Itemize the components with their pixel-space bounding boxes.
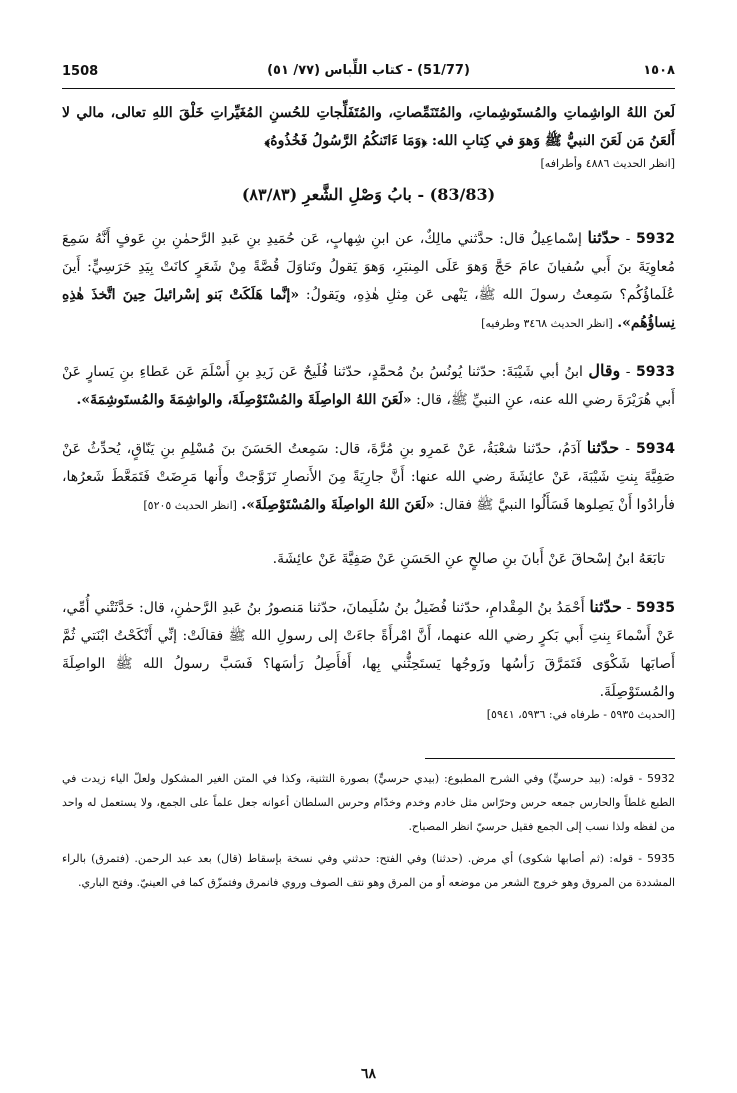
hadith-opener: حدّثنا [589,597,622,616]
footnote-text: - قوله: (بيد حرسيٍّ) وفي الشرح المطبوع: (بيدي حرسيٍّ) بصورة التثنية، وكذا في المتن الغير المشكول ولعلّ الياء زيدت في الطبع غلطاً والحارس جمعه حرس وحرّاس مثل خادم وخدم وخدّام وحرس السلطان أعوانه جعل علماً على الجمع، ولا يستعمل له واحد من لفظه ولذا نسب إلى الجمع فقيل حرسيّ انظر المصباح. [62,772,675,833]
intro-paragraph [62,99,675,155]
hadith-quote: «إنَّما هَلَكَتْ بَنو إسْرائيلَ حِينَ اتَّخذَ هٰذِهِ نِساؤُهُم». [62,287,675,331]
page [62,60,675,895]
hadith-opener: حدّثنا [586,438,620,457]
intro-line-2: مالي لا أَلعَنُ مَن لَعَنَ النبيُّ ﷺ وَهوَ في كِتابِ الله: [62,105,675,149]
hadith-5932: 5932 - حدّثنا إسْماعِيلُ قال: حدَّثني مالِكٌ، عن ابنِ شِهابٍ، عَن حُمَيدِ بنِ عَبدِ الرَّحمٰنِ بنِ عَوفٍ أَنَّهُ سَمِعَ مُعاوِيَةَ بنَ أَبي سُفيانَ عامَ حَجَّ وَهوَ عَلَى المِنبَرِ، وَهوَ يَقولُ وتَناوَلَ قُصَّةً مِنْ شَعَرٍ كانَتْ بِيَدِ حَرَسِيٍّ: أَينَ عُلَماؤُكُم؟ سَمِعتُ رسولَ الله ﷺ، يَنْهى عَن مِثلِ هٰذِهِ، ويَقولُ: «إنَّما هَلَكَتْ بَنو إسْرائيلَ حِينَ اتَّخذَ هٰذِهِ نِساؤُهُم». [انظر الحديث ٣٤٦٨ وطرفيه] [62,228,675,331]
page-number-arabic: ١٥٠٨ [643,63,675,78]
hadith-opener: حدّثنا [587,228,620,247]
footnote-number: 5935 [647,852,676,865]
hadith-5935: 5935 - حدّثنا أَحْمَدُ بنُ المِقْدامِ، حدّثنا فُضَيلُ بنُ سُلَيمانَ، حدّثنا مَنصورُ بنُ عَبدِ الرَّحمٰنِ، قال: حَدَّثَتْني أُمِّي، عَنْ أَسْماءَ بِنتِ أَبي بَكرٍ رضي الله عنهما، أَنَّ امْرأَةً جاءَتْ إلى رسولِ الله ﷺ فقالَتْ: إنِّي أَنْكَحْتُ ابْنَتي ثُمَّ أَصابَها شَكْوَى فَتَمَرَّقَ رَأسُها وزَوجُها يَستَحِثُّني بِها، أَفأَصِلُ رَأسَها؟ فَسَبَّ رسولُ الله ﷺ الواصِلَةَ والمُستَوْصِلَةَ. [62,597,675,700]
hadith-text: إسْماعِيلُ قال: حدَّثني مالِكٌ، عن ابنِ شِهابٍ، عَن حُمَيدِ بنِ عَبدِ الرَّحمٰنِ بنِ عَوفٍ أَنَّهُ سَمِعَ مُعاوِيَةَ بنَ أَبي سُفيانَ عامَ حَجَّ وَهوَ عَلَى المِنبَرِ، وَهوَ يَقولُ وتَناوَلَ قُصَّةً مِنْ شَعَرٍ كانَتْ بِيَدِ حَرَسِيٍّ: أَينَ عُلَماؤُكُم؟ سَمِعتُ رسولَ الله ﷺ، يَنْهى عَن مِثلِ هٰذِهِ، ويَقولُ: [62,231,675,303]
hadith-5934: 5934 - حدّثنا آدَمُ، حدّثنا شعْبَةُ، عَنْ عَمرِو بنِ مُرَّةَ، قال: سَمِعتُ الحَسَنَ بنَ مُسْلِمِ بنِ يَنّاقٍ، يُحدِّثُ عَنْ صَفِيَّةَ بِنتِ شَيْبَةَ، عَنْ عائِشَةَ رضي الله عنها: أَنَّ جارِيَةً مِنَ الأَنصارِ تَزَوَّجتْ وأَنها مَرِضَتْ فَتَمَعَّطَ شَعرُها، فأرادُوا أَنْ يَصِلوها فَسَأَلُوا النبيَّ ﷺ فقال: «لَعَنَ اللهُ الواصِلَةَ والمُسْتَوْصِلَةَ». [انظر الحديث ٥٢٠٥] [62,438,676,513]
hadith-number: 5934 [636,441,676,457]
hadith-quote: «لَعَنَ اللهُ الواصِلَةَ والمُسْتَوْصِلَةَ». [241,497,435,513]
chapter-title: (83/83) - بابُ وَصْلِ الشَّعرِ (٨٣/٨٣) [241,185,496,204]
footnote-5932 [62,767,675,839]
header-rule [62,88,675,89]
page-number-latin: 1508 [62,64,99,79]
tabaahu-line: تابَعَهُ ابنُ إسْحاقَ عَنْ أَبانَ بنِ صالحٍ عنِ الحَسَنِ عَنْ صَفِيَّةَ عَنْ عائِشَةَ. [272,551,665,567]
page-footer-number: ٦٨ [360,1066,377,1082]
hadith-text: آدَمُ، حدّثنا شعْبَةُ، عَنْ عَمرِو بنِ مُرَّةَ، قال: سَمِعتُ الحَسَنَ بنَ مُسْلِمِ بنِ يَنّاقٍ، يُحدِّثُ عَنْ صَفِيَّةَ بِنتِ شَيْبَةَ، عَنْ عائِشَةَ رضي الله عنها: أَنَّ جارِيَةً مِنَ الأَنصارِ تَزَوَّجتْ وأَنها مَرِضَتْ فَتَمَعَّطَ شَعرُها، فأرادُوا أَنْ يَصِلوها فَسَأَلُوا النبيَّ ﷺ فقال: [62,441,675,513]
hadith-5935-cross-reference: [الحديث ٥٩٣٥ - طرفاه في: ٥٩٣٦، ٥٩٤١] [486,708,675,721]
hadith-5933: 5933 - وقال ابنُ أبي شَيْبَةَ: حدّثنا يُونُسُ بنُ مُحمَّدٍ، حدّثنا فُلَيحٌ عَن زَيدِ بنِ أَسْلَمَ عَن عَطاءِ بنِ يَسارٍ عَنْ أَبي هُرَيْرَةَ رضي الله عنه، عنِ النبيِّ ﷺ، قال: «لَعَنَ اللهُ الواصِلَةَ والمُسْتَوْصِلَةَ، والواشِمَةَ والمُستَوشِمَةَ». [62,361,675,408]
footnote-number: 5932 [647,772,675,785]
page-header [62,60,675,86]
hadith-quote: «لَعَنَ اللهُ الواصِلَةَ والمُسْتَوْصِلَةَ، والواشِمَةَ والمُستَوشِمَةَ». [76,392,412,408]
hadith-cross-reference: [انظر الحديث ٥٢٠٥] [143,499,237,512]
hadith-text: ابنُ أبي شَيْبَةَ: حدّثنا يُونُسُ بنُ مُحمَّدٍ، حدّثنا فُلَيحٌ عَن زَيدِ بنِ أَسْلَمَ عَن عَطاءِ بنِ يَسارٍ عَنْ أَبي هُرَيْرَةَ رضي الله عنه، عنِ النبيِّ ﷺ، قال: [62,364,675,408]
footnote-5935 [62,847,675,895]
intro-quran-quote: ﴿وَمَا ءَاتَنكُمُ الرَّسُولُ فَخُذُوهُ﴾ [264,133,427,149]
footnote-text: - قوله: (ثم أصابها شكوى) أي مرض. (حدثنا) وفي الفتح: حدثني وفي نسخة بإسقاط (قال) بعد عبد الرحمن. (فتمرق) بالراء المشددة من المروق وهو خروج الشعر من موضعه أو من المرق وهو نتف الصوف وروي فانمرق وفتمزّق كما في العينيّ. وفتح الباري. [62,852,675,889]
footnote-separator [425,758,675,759]
intro-cross-reference: [انظر الحديث ٤٨٨٦ وأطرافه] [540,157,675,170]
hadith-text: أَحْمَدُ بنُ المِقْدامِ، حدّثنا فُضَيلُ بنُ سُلَيمانَ، حدّثنا مَنصورُ بنُ عَبدِ الرَّحمٰنِ، قال: حَدَّثَتْني أُمِّي، عَنْ أَسْماءَ بِنتِ أَبي بَكرٍ رضي الله عنهما، أَنَّ امْرأَةً جاءَتْ إلى رسولِ الله ﷺ فقالَتْ: إنِّي أَنْكَحْتُ ابْنَتي ثُمَّ أَصابَها شَكْوَى فَتَمَرَّقَ رَأسُها وزَوجُها يَستَحِثُّني بِها، أَفأَصِلُ رَأسَها؟ فَسَبَّ رسولُ الله ﷺ الواصِلَةَ والمُستَوْصِلَةَ. [62,600,675,700]
hadith-number: 5933 [636,364,675,380]
hadith-cross-reference: [انظر الحديث ٣٤٦٨ وطرفيه] [481,317,613,330]
hadith-opener: وقال [588,361,621,380]
running-title: (51/77) - كتاب اللِّباس (٧٧/ ٥١) [267,63,470,78]
hadith-number: 5935 [636,600,675,616]
hadith-number: 5932 [636,231,675,247]
intro-line-1: لَعنَ اللهُ الواشِماتِ والمُستَوشِماتِ، والمُتَنَمِّصاتِ، والمُتَفَلِّجاتِ للحُسنِ المُغَيِّراتِ خَلْقَ اللهِ تعالى، [110,105,675,121]
